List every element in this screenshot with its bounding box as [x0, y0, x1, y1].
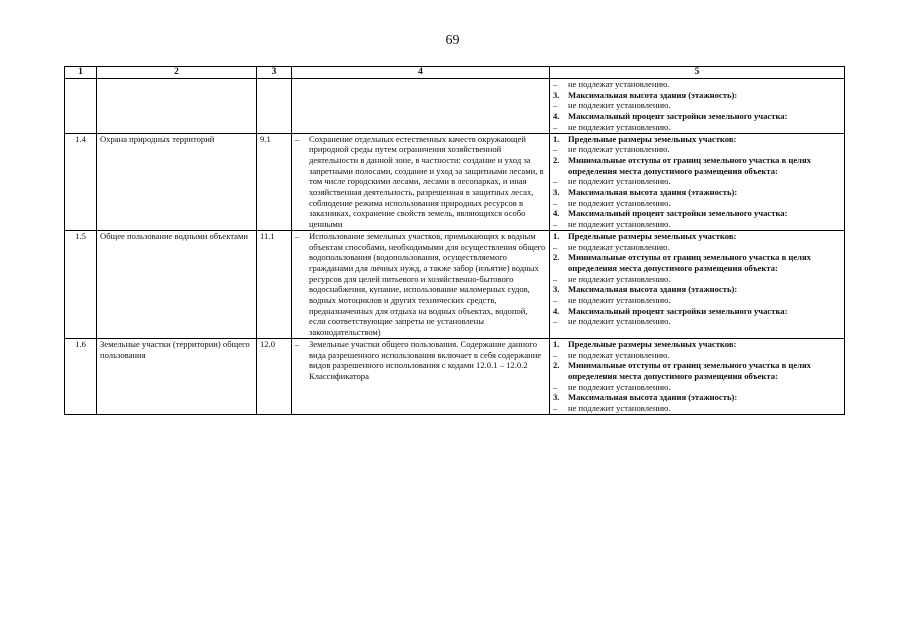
use-name-cell: Охрана природных территорий: [97, 133, 257, 230]
dash-marker: –: [295, 230, 300, 241]
table-header-row: [65, 67, 845, 79]
parameter-text: Максимальная высота здания (этажность):: [568, 392, 738, 403]
parameter-heading: [553, 90, 841, 101]
dash-marker: –: [553, 241, 558, 252]
parameter-value: [553, 122, 841, 133]
parameters-cell: [550, 230, 845, 338]
parameter-text: не подлежит установлению.: [568, 219, 671, 230]
parameter-value: [553, 79, 841, 90]
parameter-heading: [553, 392, 841, 403]
row-number-cell: 1.4: [65, 133, 97, 230]
parameter-value: [553, 295, 841, 306]
dash-marker: –: [553, 219, 558, 230]
parameter-heading: [553, 252, 841, 273]
dash-marker: –: [553, 144, 558, 155]
use-name-cell: [97, 79, 257, 134]
description-cell: [292, 79, 550, 134]
parameters-cell: [550, 133, 845, 230]
parameter-heading: [553, 155, 841, 176]
number-marker: 2.: [553, 360, 560, 371]
description-item: [295, 231, 546, 338]
parameter-text: Минимальные отступы от границ земельного участка в целях определения места допустимого размещения объекта:: [568, 252, 811, 273]
dash-marker: –: [295, 133, 300, 144]
description-text: Сохранение отдельных естественных качеств окружающей природной среды путем ограничения хозяйственной деятельности в данной зоне, в частности: создание и уход за запретными полосами, создание и уход за защитными лесами, в том числе городскими лесами, лесами в лесопарках, и иная хозяйственная деятельность, разрешенная в защитных лесах, соблюдение режима использования природных ресурсов в заказниках, сохранение свойств земель, являющихся особо ценными: [309, 133, 544, 230]
parameter-text: не подлежат установлению.: [568, 79, 670, 89]
number-marker: 1.: [553, 338, 560, 349]
parameter-heading: [553, 360, 841, 381]
number-marker: 1.: [553, 133, 560, 144]
table-row: [65, 133, 845, 230]
parameter-text: не подлежат установлению.: [568, 241, 670, 252]
dash-marker: –: [553, 79, 558, 89]
number-marker: 3.: [553, 89, 560, 100]
use-code-cell: 9.1: [257, 133, 292, 230]
description-item: [295, 339, 546, 382]
dash-marker: –: [553, 176, 558, 187]
parameter-value: [553, 242, 841, 253]
parameter-text: Максимальная высота здания (этажность):: [568, 89, 738, 100]
parameter-text: Предельные размеры земельных участков:: [568, 133, 737, 144]
parameter-value: [553, 274, 841, 285]
use-name-cell: Земельные участки (территории) общего пользования: [97, 338, 257, 414]
number-marker: 3.: [553, 392, 560, 403]
number-marker: 2.: [553, 252, 560, 263]
dash-marker: –: [553, 121, 558, 132]
parameter-value: [553, 100, 841, 111]
number-marker: 4.: [553, 305, 560, 316]
parameter-heading: [553, 208, 841, 219]
description-text: Земельные участки общего пользования. Содержание данного вида разрешенного использования включает в себя содержание видов разрешенного использования с кодами 12.0.1 – 12.0.2 Классификатора: [309, 338, 542, 381]
description-cell: [292, 230, 550, 338]
parameter-value: [553, 198, 841, 209]
parameter-heading: [553, 134, 841, 145]
parameter-value: [553, 382, 841, 393]
row-number-cell: [65, 79, 97, 134]
dash-marker: –: [553, 100, 558, 111]
parameter-text: не подлежит установлению.: [568, 403, 671, 414]
parameter-text: не подлежат установлению.: [568, 144, 670, 155]
parameters-cell: [550, 79, 845, 134]
use-code-cell: [257, 79, 292, 134]
number-marker: 1.: [553, 230, 560, 241]
table-row: [65, 79, 845, 134]
description-text: Использование земельных участков, примыкающих к водным объектам способами, необходимыми для осуществления общего водопользования (водопользования, осуществляемого гражданами для личных нужд, а также забор (изъятие) водных ресурсов для целей питьевого и хозяйственно-бытового водоснабжения, купание, использование маломерных судов, водных мотоциклов и других технических средств, предназначенных для отдыха на водных объектах, водопой, если соответствующие запреты не установлены законодательством): [309, 230, 546, 338]
parameter-text: Минимальные отступы от границ земельного участка в целях определения места допустимого размещения объекта:: [568, 360, 811, 381]
description-item: [295, 134, 546, 230]
header-col-4: 4: [292, 67, 550, 79]
parameter-heading: [553, 111, 841, 122]
dash-marker: –: [295, 338, 300, 349]
page-number: 69: [445, 33, 460, 48]
parameter-value: [553, 219, 841, 230]
parameter-text: Максимальная высота здания (этажность):: [568, 284, 738, 295]
parameter-text: Максимальный процент застройки земельного участка:: [568, 305, 788, 316]
parameter-text: Минимальные отступы от границ земельного участка в целях определения места допустимого размещения объекта:: [568, 154, 811, 176]
number-marker: 2.: [553, 154, 560, 165]
parameter-text: не подлежит установлению.: [568, 197, 671, 208]
parameters-cell: [550, 338, 845, 414]
number-marker: 4.: [553, 111, 560, 122]
dash-marker: –: [553, 349, 558, 360]
parameter-heading: [553, 231, 841, 242]
row-number-cell: 1.5: [65, 230, 97, 338]
parameter-heading: [553, 284, 841, 295]
use-name-cell: Общее пользование водными объектами: [97, 230, 257, 338]
parameter-text: Максимальная высота здания (этажность):: [568, 187, 738, 198]
parameter-text: не подлежит установлению.: [568, 176, 671, 187]
dash-marker: –: [553, 381, 558, 392]
parameter-text: не подлежит установлению.: [568, 381, 671, 392]
parameter-value: [553, 350, 841, 361]
number-marker: 3.: [553, 284, 560, 295]
parameter-text: Предельные размеры земельных участков:: [568, 338, 737, 349]
parameter-text: не подлежит установлению.: [568, 295, 671, 306]
description-cell: [292, 133, 550, 230]
header-col-2: 2: [97, 67, 257, 79]
parameter-text: не подлежит установлению.: [568, 121, 671, 132]
header-col-5: 5: [550, 67, 845, 79]
table-row: [65, 338, 845, 414]
parameter-text: не подлежит установлению.: [568, 316, 671, 327]
dash-marker: –: [553, 273, 558, 284]
header-col-3: 3: [257, 67, 292, 79]
parameter-heading: [553, 339, 841, 350]
use-code-cell: 11.1: [257, 230, 292, 338]
dash-marker: –: [553, 295, 558, 306]
parameter-value: [553, 176, 841, 187]
parameter-text: Максимальный процент застройки земельного участка:: [568, 208, 788, 219]
parameter-value: [553, 316, 841, 327]
use-code-cell: 12.0: [257, 338, 292, 414]
parameter-text: не подлежит установлению.: [568, 100, 671, 111]
zoning-table: [64, 66, 845, 415]
row-number-cell: 1.6: [65, 338, 97, 414]
parameter-value: [553, 403, 841, 414]
parameter-value: [553, 144, 841, 155]
table-body: [65, 79, 845, 415]
parameter-text: Максимальный процент застройки земельного участка:: [568, 111, 788, 122]
number-marker: 3.: [553, 187, 560, 198]
table-row: [65, 230, 845, 338]
dash-marker: –: [553, 403, 558, 414]
parameter-heading: [553, 306, 841, 317]
dash-marker: –: [553, 197, 558, 208]
parameter-text: не подлежат установлению.: [568, 349, 670, 360]
parameter-text: Предельные размеры земельных участков:: [568, 230, 737, 241]
description-cell: [292, 338, 550, 414]
parameter-heading: [553, 187, 841, 198]
dash-marker: –: [553, 316, 558, 327]
header-col-1: 1: [65, 67, 97, 79]
parameter-text: не подлежит установлению.: [568, 273, 671, 284]
number-marker: 4.: [553, 208, 560, 219]
